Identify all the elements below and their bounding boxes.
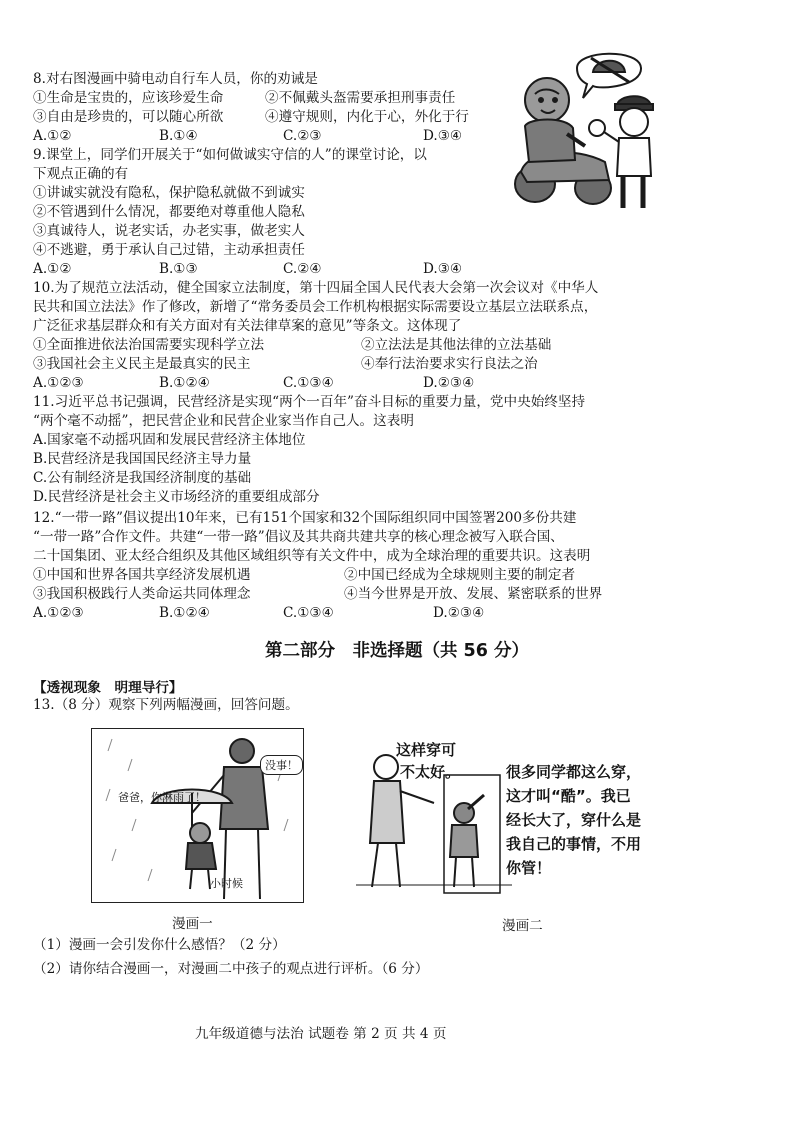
q8-stem: 8.对右图漫画中骑电动自行车人员，你的劝诫是 — [33, 71, 318, 87]
q12-option-a[interactable]: A.①②③ — [33, 605, 84, 621]
q10-statement-1: ①全面推进依法治国需要实现科学立法 — [33, 337, 265, 353]
q9-statement-3: ③真诚待人，说老实话，办老实事，做老实人 — [33, 223, 305, 239]
q10-option-a[interactable]: A.①②③ — [33, 375, 84, 391]
q8-option-c[interactable]: C.②③ — [283, 128, 322, 144]
cartoon-2-father-speech-2: 不太好。 — [400, 763, 461, 781]
q8-option-b[interactable]: B.①④ — [159, 128, 198, 144]
q10-statement-2: ②立法法是其他法律的立法基础 — [361, 337, 552, 353]
q8-statement-2: ②不佩戴头盔需要承担刑事责任 — [265, 90, 456, 106]
q10-stem-line2: 民共和国立法法》作了修改，新增了“常务委员会工作机构根据实际需要设立基层立法联系点， — [33, 299, 598, 315]
q11-option-c[interactable]: C.公有制经济是我国经济制度的基础 — [33, 470, 252, 486]
part2-title: 第二部分 非选择题（共 56 分） — [264, 641, 530, 661]
q10-stem-line3: 广泛征求基层群众和有关方面对有关法律草案的意见”等条文。这体现了 — [33, 318, 462, 334]
cartoon-2-caption: 漫画二 — [502, 918, 543, 934]
cartoon-2 — [352, 735, 712, 895]
cartoon-1-caption: 漫画一 — [172, 916, 213, 932]
q9-stem-line1: 9.课堂上，同学们开展关于“如何做诚实守信的人”的课堂讨论，以 — [33, 147, 427, 163]
q9-option-c[interactable]: C.②④ — [283, 261, 322, 277]
cartoon-2-father-speech-1: 这样穿可 — [396, 741, 457, 759]
q8-option-d[interactable]: D.③④ — [423, 128, 463, 144]
q9-option-d[interactable]: D.③④ — [423, 261, 463, 277]
q11-stem-line1: 11.习近平总书记强调，民营经济是实现“两个一百年”奋斗目标的重要力量，党中央始终坚持 — [33, 394, 586, 410]
q12-stem-line1: 12.“一带一路”倡议提出10年来，已有151个国家和32个国际组织同中国签署200多份共建 — [33, 510, 577, 526]
q12-statement-4: ④当今世界是开放、发展、紧密联系的世界 — [344, 586, 603, 602]
q12-statement-1: ①中国和世界各国共享经济发展机遇 — [33, 567, 251, 583]
q13-subquestion-2: （2）请你结合漫画一，对漫画二中孩子的观点进行评析。（6 分） — [33, 961, 429, 977]
q11-option-b[interactable]: B.民营经济是我国国民经济主导力量 — [33, 451, 252, 467]
cartoon-1-child-speech: 爸爸，你淋雨了！ — [118, 791, 206, 804]
q13-stem: 13.（8 分）观察下列两幅漫画，回答问题。 — [33, 697, 299, 713]
q8-statement-3: ③自由是珍贵的，可以随心所欲 — [33, 109, 224, 125]
q10-statement-4: ④奉行法治要求实行良法之治 — [361, 356, 538, 372]
q9-statement-4: ④不逃避，勇于承认自己过错，主动承担责任 — [33, 242, 305, 258]
cartoon-1-label: 小时候 — [210, 877, 243, 890]
q12-option-b[interactable]: B.①②④ — [159, 605, 210, 621]
q12-statement-2: ②中国已经成为全球规则主要的制定者 — [344, 567, 576, 583]
cartoon-1-father-speech: 没事！ — [260, 755, 303, 775]
q12-stem-line3: 二十国集团、亚太经合组织及其他区域组织等有关文件中，成为全球治理的重要共识。这表明 — [33, 548, 591, 564]
cartoon-2-child-speech-2: 这才叫“酷”。我已 — [506, 787, 631, 805]
section-heading: 【透视现象 明理导行】 — [33, 680, 183, 696]
q10-option-b[interactable]: B.①②④ — [159, 375, 210, 391]
q9-stem-line2: 下观点正确的有 — [33, 166, 129, 182]
q10-statement-3: ③我国社会主义民主是最真实的民主 — [33, 356, 251, 372]
q10-option-c[interactable]: C.①③④ — [283, 375, 334, 391]
cartoon-1 — [91, 728, 304, 903]
cartoon-2-child-speech-3: 经长大了，穿什么是 — [506, 811, 642, 829]
cartoon-2-child-speech-5: 你管！ — [506, 859, 552, 877]
q10-option-d[interactable]: D.②③④ — [423, 375, 475, 391]
cartoon-2-child-speech-1: 很多同学都这么穿， — [506, 763, 642, 781]
q8-statement-4: ④遵守规则，内化于心，外化于行 — [265, 109, 469, 125]
q8-statement-1: ①生命是宝贵的，应该珍爱生命 — [33, 90, 224, 106]
q13-subquestion-1: （1）漫画一会引发你什么感悟？（2 分） — [33, 937, 286, 953]
q9-option-a[interactable]: A.①② — [33, 261, 72, 277]
q12-statement-3: ③我国积极践行人类命运共同体理念 — [33, 586, 251, 602]
q9-statement-2: ②不管遇到什么情况，都要绝对尊重他人隐私 — [33, 204, 305, 220]
q9-option-b[interactable]: B.①③ — [159, 261, 198, 277]
q8-option-a[interactable]: A.①② — [33, 128, 72, 144]
q12-option-c[interactable]: C.①③④ — [283, 605, 334, 621]
q10-stem-line1: 10.为了规范立法活动，健全国家立法制度，第十四届全国人民代表大会第一次会议对《中华人 — [33, 280, 599, 296]
q12-option-d[interactable]: D.②③④ — [433, 605, 485, 621]
page-footer: 九年级道德与法治 试题卷 第 2 页 共 4 页 — [195, 1026, 447, 1042]
q11-option-d[interactable]: D.民营经济是社会主义市场经济的重要组成部分 — [33, 489, 320, 505]
q8-cartoon-image — [505, 42, 735, 212]
q12-stem-line2: “一带一路”合作文件。共建“一带一路”倡议及其共商共建共享的核心理念被写入联合国、 — [33, 529, 564, 545]
q11-option-a[interactable]: A.国家毫不动摇巩固和发展民营经济主体地位 — [33, 432, 306, 448]
cartoon-2-child-speech-4: 我自己的事情，不用 — [506, 835, 642, 853]
q9-statement-1: ①讲诚实就没有隐私，保护隐私就做不到诚实 — [33, 185, 305, 201]
q11-stem-line2: “两个毫不动摇”，把民营企业和民营企业家当作自己人。这表明 — [33, 413, 414, 429]
